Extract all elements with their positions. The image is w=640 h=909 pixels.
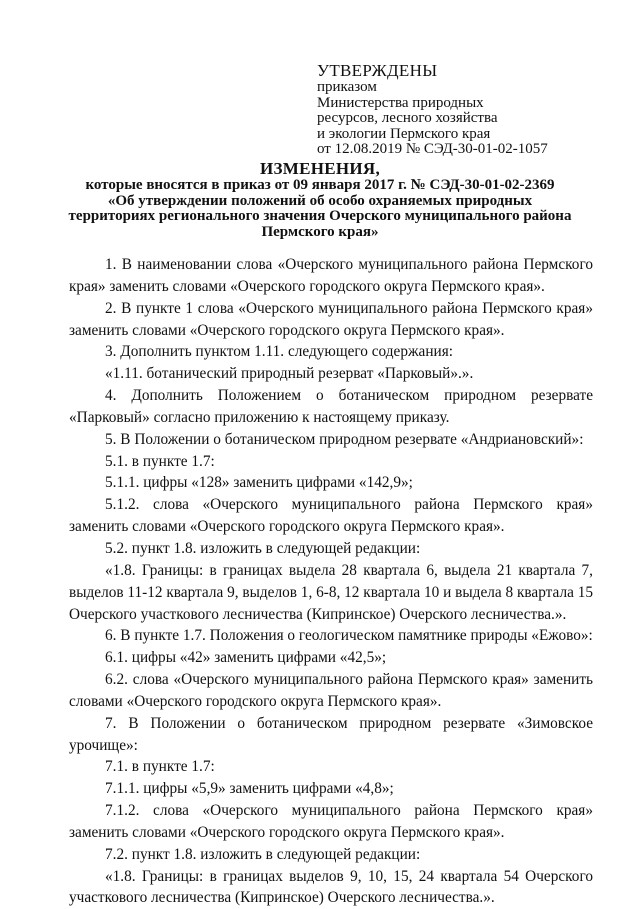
paragraph-5-2-text: «1.8. Границы: в границах выдела 28 квартала 6, выдела 21 квартала 7, выделов 11-12 квартала 9, выделов 1, 6-8, 12 квартала 10 и выдела 8 квартала 15 Очерского участкового лесничества (Кипринское) Очерского лесничества.». [69, 561, 593, 623]
document-subtitle-line: «Об утверждении положений об особо охраняемых природных [107, 192, 533, 209]
paragraph-5: 5. В Положении о ботаническом природном резервате «Андриановский»: [105, 430, 584, 448]
approval-line: ресурсов, лесного хозяйства [317, 110, 498, 126]
document-subtitle-line: Пермского края» [261, 223, 379, 240]
document-title: ИЗМЕНЕНИЯ, [259, 159, 381, 178]
paragraph-5-1-1: 5.1.1. цифры «128» заменить цифрами «142,9»; [105, 474, 413, 492]
paragraph-7-1-2: 7.1.2. слова «Очерского муниципального района Пермского края» заменить словами «Очерского городского округа Пермского края». [69, 802, 593, 841]
paragraph-7-2: 7.2. пункт 1.8. изложить в следующей редакции: [105, 845, 421, 863]
paragraph-6-2: 6.2. слова «Очерского муниципального района Пермского края» заменить словами «Очерского городского округа Пермского края». [69, 671, 593, 710]
approval-heading: УТВЕРЖДЕНЫ [317, 61, 438, 80]
paragraph-5-1-2: 5.1.2. слова «Очерского муниципального района Пермского края» заменить словами «Очерского городского округа Пермского края». [69, 496, 593, 536]
paragraph-2: 2. В пункте 1 слова «Очерского муниципального района Пермского края» заменить словами «Очерского городского округа Пермского края». [69, 299, 593, 339]
document-body [69, 254, 593, 909]
approval-line: Министерства природных [317, 94, 484, 111]
approval-block [317, 62, 548, 158]
approval-line: от 12.08.2019 № СЭД-30-01-02-1057 [317, 141, 548, 157]
paragraph-5-2: 5.2. пункт 1.8. изложить в следующей редакции: [105, 539, 421, 557]
approval-line: и экологии Пермского края [317, 125, 491, 142]
paragraph-3: 3. Дополнить пунктом 1.11. следующего содержания: [105, 343, 453, 361]
paragraph-1: 1. В наименовании слова «Очерского муниципального района Пермского края» заменить словами «Очерского городского округа Пермского края». [69, 256, 593, 295]
document-subtitle-line: которые вносятся в приказ от 09 января 2017 г. № СЭД-30-01-02-2369 [85, 177, 555, 193]
paragraph-4: 4. Дополнить Положением о ботаническом природном резервате «Парковый» согласно приложению к настоящему приказу. [69, 387, 593, 426]
document-subtitle-line: территориях регионального значения Очерского муниципального района [68, 208, 572, 224]
paragraph-7: 7. В Положении о ботаническом природном резервате «Зимовское урочище»: [69, 714, 593, 754]
document-heading [60, 160, 580, 240]
paragraph-5-1: 5.1. в пункте 1.7: [105, 452, 215, 470]
paragraph-3-text: «1.11. ботанический природный резерват «Парковый».». [105, 365, 474, 383]
paragraph-6: 6. В пункте 1.7. Положения о геологическом памятнике природы «Ежово»: [105, 627, 593, 645]
approval-line: приказом [317, 79, 377, 95]
paragraph-7-1-1: 7.1.1. цифры «5,9» заменить цифрами «4,8»; [105, 780, 394, 798]
paragraph-7-2-text: «1.8. Границы: в границах выделов 9, 10, 15, 24 квартала 54 Очерского участкового лесничества (Кипринское) Очерского лесничества.». [69, 867, 593, 907]
paragraph-6-1: 6.1. цифры «42» заменить цифрами «42,5»; [105, 649, 387, 667]
paragraph-7-1: 7.1. в пункте 1.7: [105, 758, 215, 776]
